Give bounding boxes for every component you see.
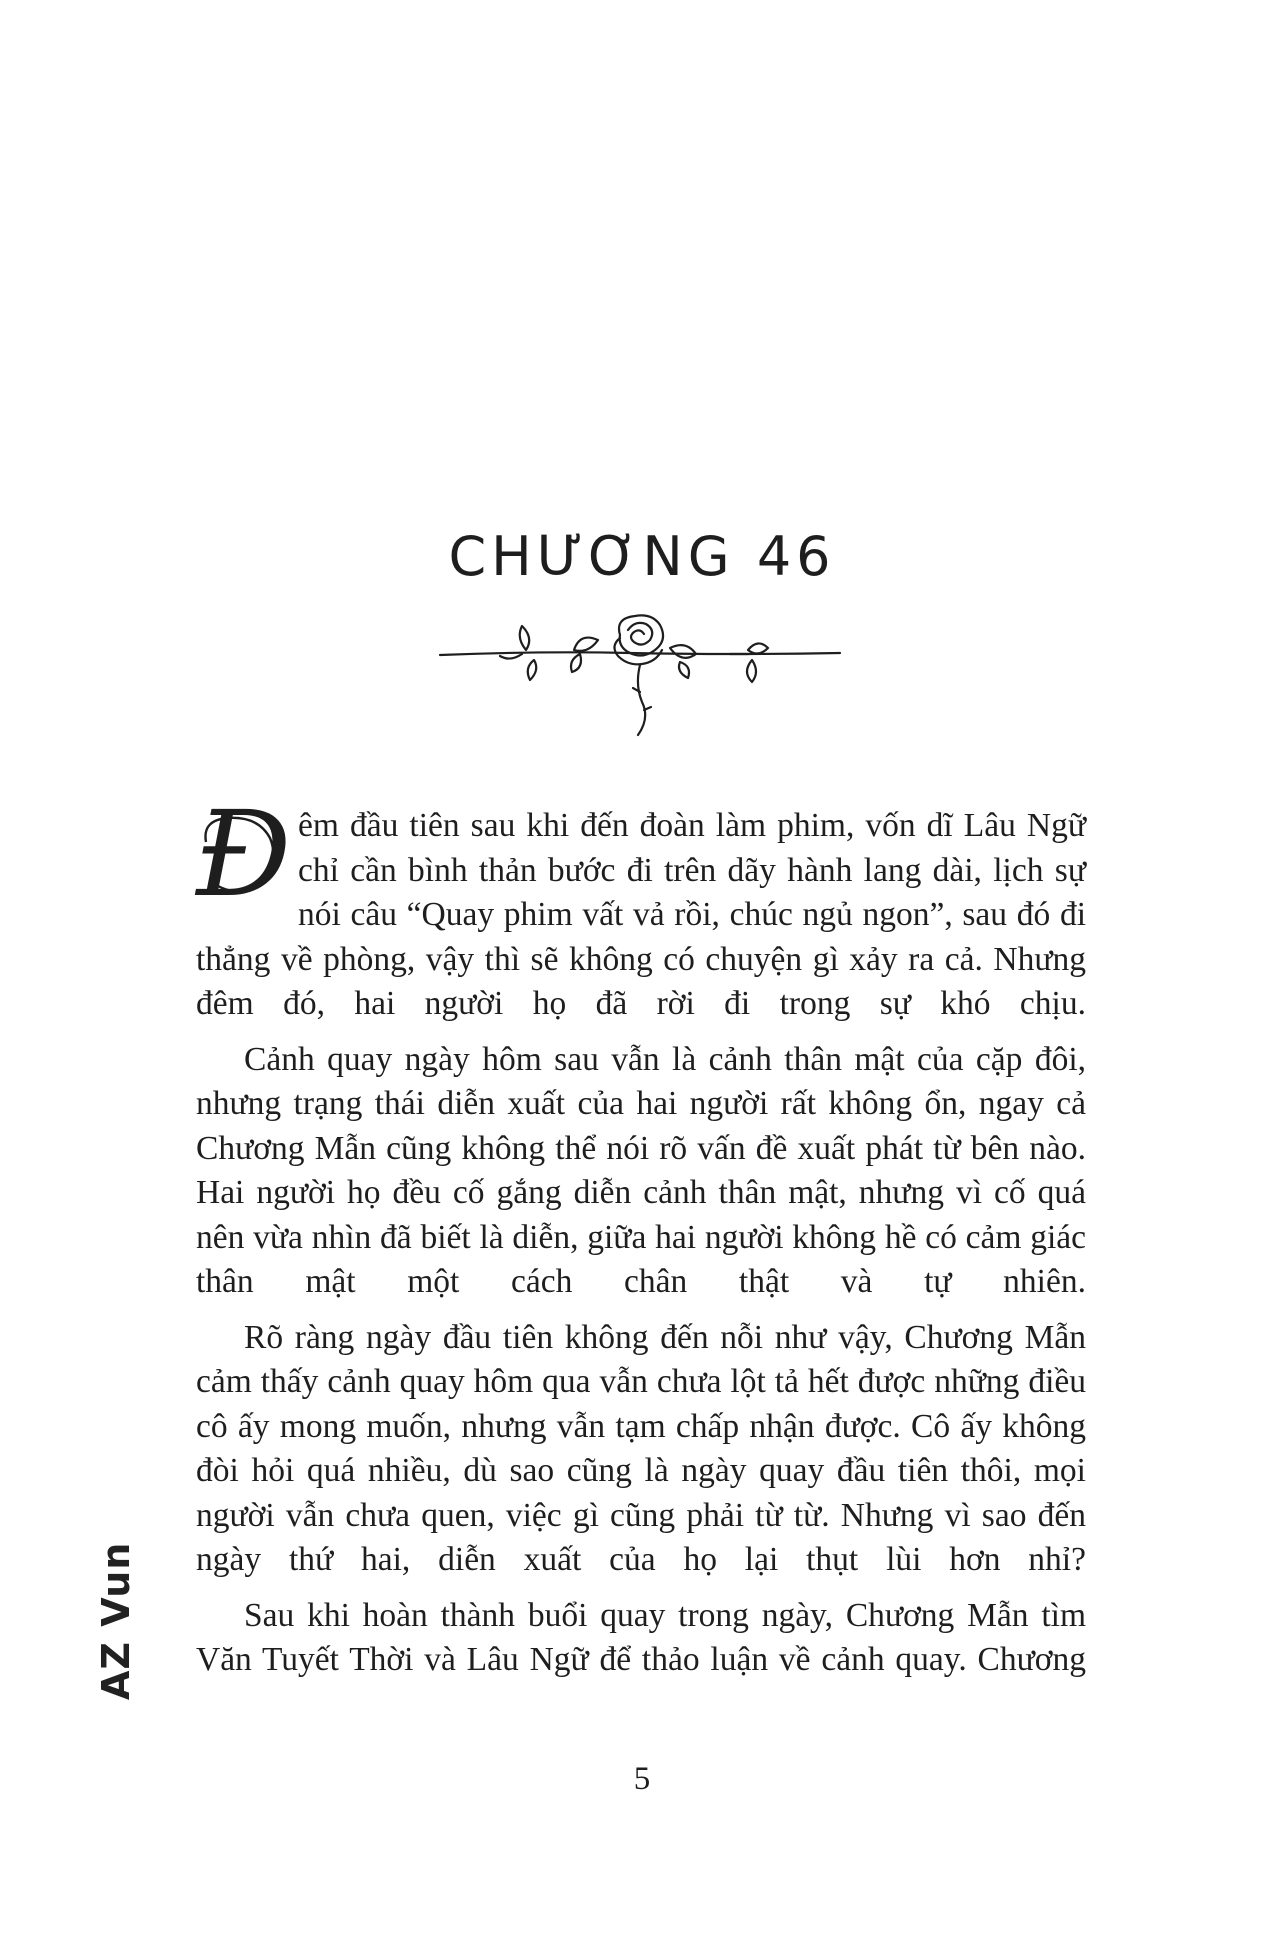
paragraph-text: êm đầu tiên sau khi đến đoàn làm phim, vốn dĩ Lâu Ngữ chỉ cần bình thản bước đi trên dãy hành lang dài, lịch sự nói câu “Quay phim vất vả rồi, chúc ngủ ngon”, sau đó đi thẳng về phòng, vậy thì sẽ không có chuyện gì xảy ra cả. [196, 807, 1086, 978]
rose-divider-icon [430, 610, 850, 740]
publisher-logo-icon [74, 1541, 138, 1710]
publisher-logo-text: AZ Vun [94, 1541, 138, 1700]
paragraph-4 [196, 1594, 1086, 1683]
page-number: 5 [633, 1761, 651, 1797]
paragraph-2 [196, 1038, 1086, 1305]
drop-cap: Đ [196, 785, 292, 923]
paragraph-last-line: cảm giác thân mật một cách chân thật và tự nhiên. [196, 1218, 1086, 1300]
paragraph-text: Rõ ràng ngày đầu tiên không đến nỗi như vậy, Chương Mẫn cảm thấy cảnh quay hôm qua vẫn chưa lột tả hết được những điều cô ấy mong muốn, nhưng vẫn tạm chấp nhận được. Cô ấy không đòi hỏi quá nhiều, dù sao cũng là ngày quay đầu tiên thôi, mọi người vẫn chưa quen, việc gì cũng phải từ từ. Nhưng vì sao [196, 1318, 1086, 1534]
paragraph-last-line: đến ngày thứ hai, diễn xuất của họ lại thụt lùi hơn nhỉ? [196, 1496, 1087, 1578]
chapter-body [196, 785, 1087, 1694]
paragraph-1 [196, 785, 1086, 1027]
paragraph-last-line: Nhưng đêm đó, hai người họ đã rời đi trong sự khó chịu. [196, 940, 1086, 1022]
paragraph-3 [196, 1316, 1086, 1583]
chapter-title: CHƯƠNG 46 [448, 525, 836, 588]
paragraph-text: Sau khi hoàn thành buổi quay trong ngày, Chương Mẫn tìm Văn Tuyết Thời và Lâu Ngữ để thảo luận về cảnh quay. Chương [196, 1596, 1086, 1678]
paragraph-text: Cảnh quay ngày hôm sau vẫn là cảnh thân mật của cặp đôi, nhưng trạng thái diễn xuất của hai người rất không ổn, ngay cả Chương Mẫn cũng không thể nói rõ vấn đề xuất phát từ bên nào. Hai người họ đều cố gắng diễn cảnh thân mật, nhưng vì cố quá nên vừa nhìn đã biết là diễn, giữa hai người không hề có [196, 1040, 1086, 1256]
